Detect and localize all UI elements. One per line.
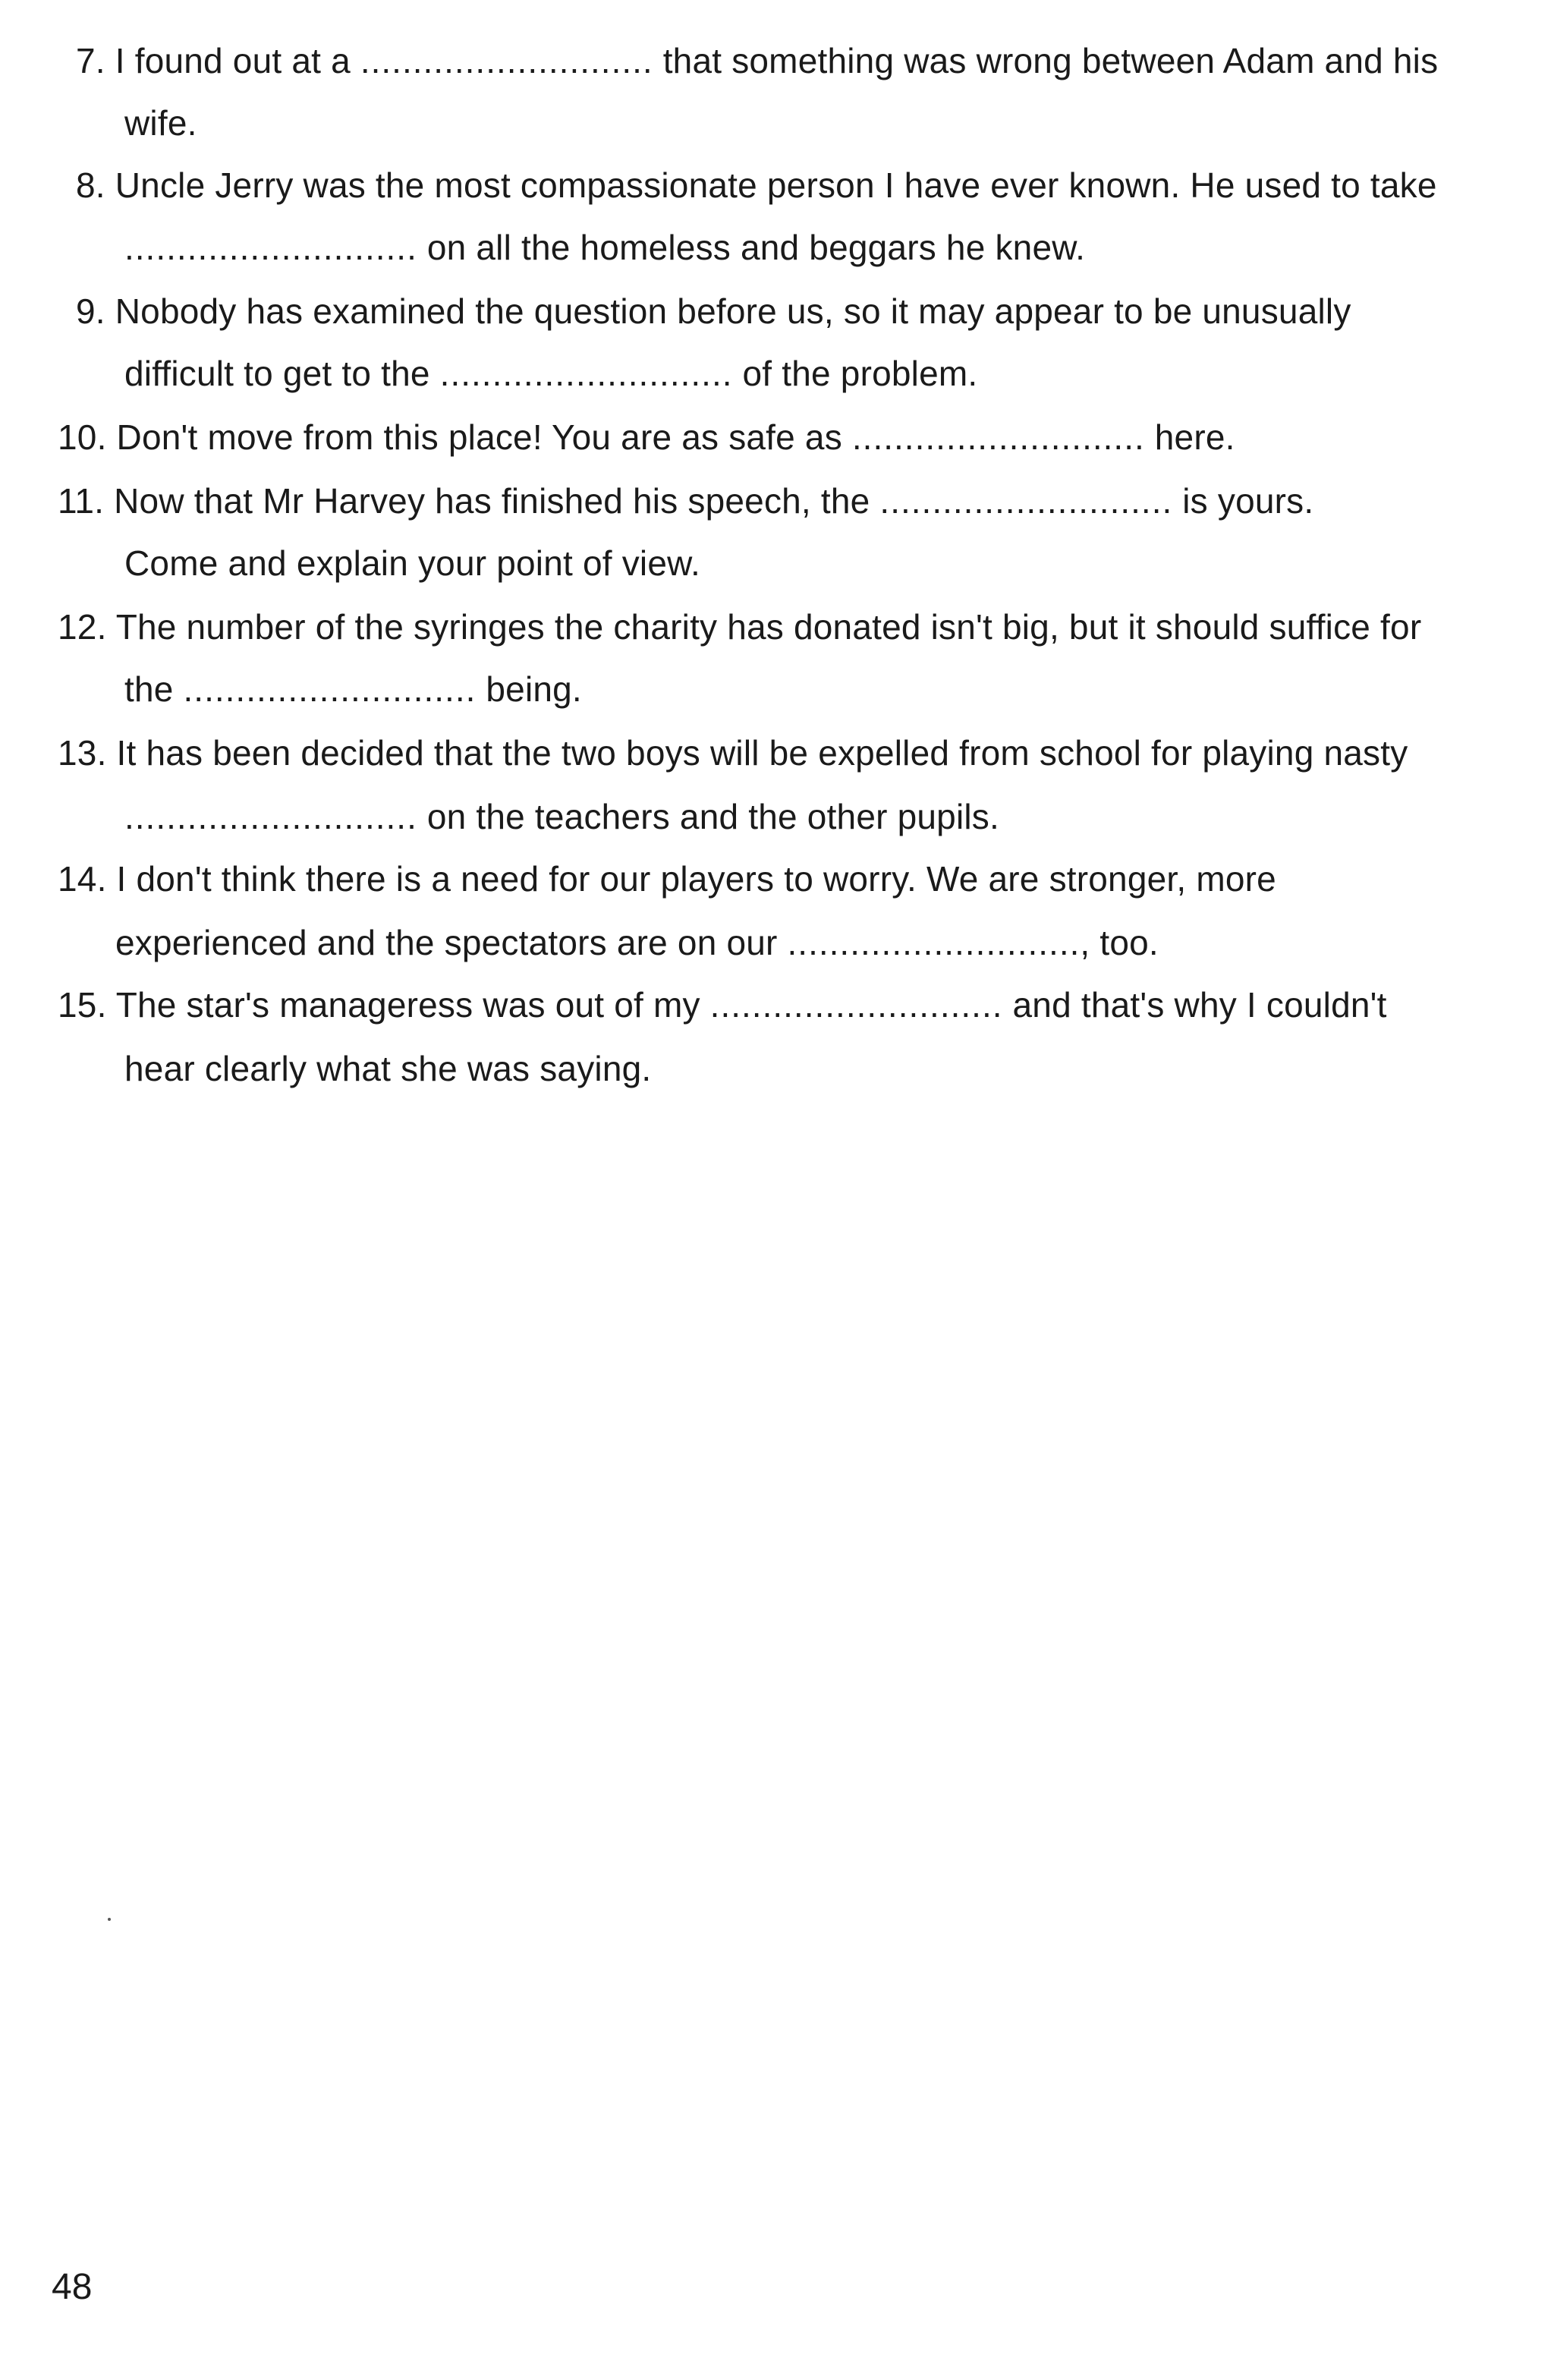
- exercise-item-8: [76, 162, 1437, 208]
- item-text: hear clearly what she was saying.: [124, 1049, 652, 1088]
- answer-blank[interactable]: ............................: [709, 985, 1003, 1025]
- exercise-item-15-continuation: [124, 1046, 651, 1091]
- item-number: 8.: [76, 165, 105, 205]
- exercise-item-14-continuation: [115, 920, 1159, 965]
- scan-speck: [108, 1918, 111, 1921]
- item-text: that something was wrong between Adam and his: [662, 41, 1439, 80]
- item-text: of the problem.: [742, 354, 978, 393]
- item-text: being.: [486, 669, 582, 709]
- exercise-item-11: [58, 478, 1313, 524]
- page-number: 48: [52, 2267, 93, 2307]
- item-text: , too.: [1080, 923, 1159, 962]
- exercise-item-12-continuation: [124, 666, 582, 712]
- item-number: 10.: [58, 417, 107, 457]
- item-number: 15.: [58, 985, 107, 1025]
- item-text: experienced and the spectators are on our: [115, 923, 778, 962]
- exercise-item-13: [58, 730, 1408, 776]
- item-text: on all the homeless and beggars he knew.: [426, 228, 1086, 267]
- item-text: It has been decided that the two boys will be expelled from school for playing nasty: [116, 733, 1408, 773]
- answer-blank[interactable]: ............................: [183, 669, 477, 709]
- answer-blank[interactable]: ............................: [124, 228, 417, 267]
- item-number: 9.: [76, 291, 105, 331]
- answer-blank[interactable]: ............................: [439, 354, 733, 393]
- item-text: the: [124, 669, 174, 709]
- item-text: on the teachers and the other pupils.: [426, 797, 999, 836]
- answer-blank[interactable]: ............................: [360, 41, 653, 80]
- item-text: Come and explain your point of view.: [124, 543, 700, 583]
- item-text: I found out at a: [115, 41, 351, 80]
- answer-blank[interactable]: ............................: [787, 923, 1081, 962]
- item-text: The star's manageress was out of my: [115, 985, 700, 1025]
- item-text: is yours.: [1182, 481, 1314, 521]
- item-number: 11.: [58, 481, 105, 521]
- item-text: Uncle Jerry was the most compassionate person I have ever known. He used to take: [115, 165, 1437, 205]
- exercise-item-8-continuation: [124, 225, 1085, 270]
- item-text: and that's why I couldn't: [1012, 985, 1387, 1025]
- exercise-item-7: [76, 38, 1438, 83]
- item-number: 13.: [58, 733, 107, 773]
- item-text: I don't think there is a need for our players to worry. We are stronger, more: [116, 859, 1276, 899]
- exercise-item-10: [58, 414, 1235, 460]
- item-text: here.: [1154, 417, 1235, 457]
- item-text: Nobody has examined the question before us, so it may appear to be unusually: [115, 291, 1351, 331]
- exercise-item-12: [58, 604, 1421, 650]
- answer-blank[interactable]: ............................: [851, 417, 1145, 457]
- exercise-item-13-continuation: [124, 794, 999, 839]
- exercise-item-9-continuation: [124, 351, 977, 396]
- item-text: The number of the syringes the charity has donated isn't big, but it should suffice for: [115, 607, 1422, 647]
- item-number: 7.: [76, 41, 105, 80]
- item-number: 14.: [58, 859, 107, 899]
- answer-blank[interactable]: ............................: [879, 481, 1173, 521]
- exercise-item-15: [58, 982, 1387, 1028]
- exercise-item-11-continuation: [124, 540, 700, 586]
- item-text: Now that Mr Harvey has finished his speech, the: [114, 481, 870, 521]
- exercise-item-7-continuation: [124, 100, 197, 146]
- answer-blank[interactable]: ............................: [124, 797, 417, 836]
- exercise-item-14: [58, 856, 1276, 902]
- item-text: wife.: [124, 103, 197, 143]
- item-number: 12.: [58, 607, 107, 647]
- item-text: difficult to get to the: [124, 354, 430, 393]
- item-text: Don't move from this place! You are as safe as: [116, 417, 842, 457]
- exercise-item-9: [76, 288, 1351, 334]
